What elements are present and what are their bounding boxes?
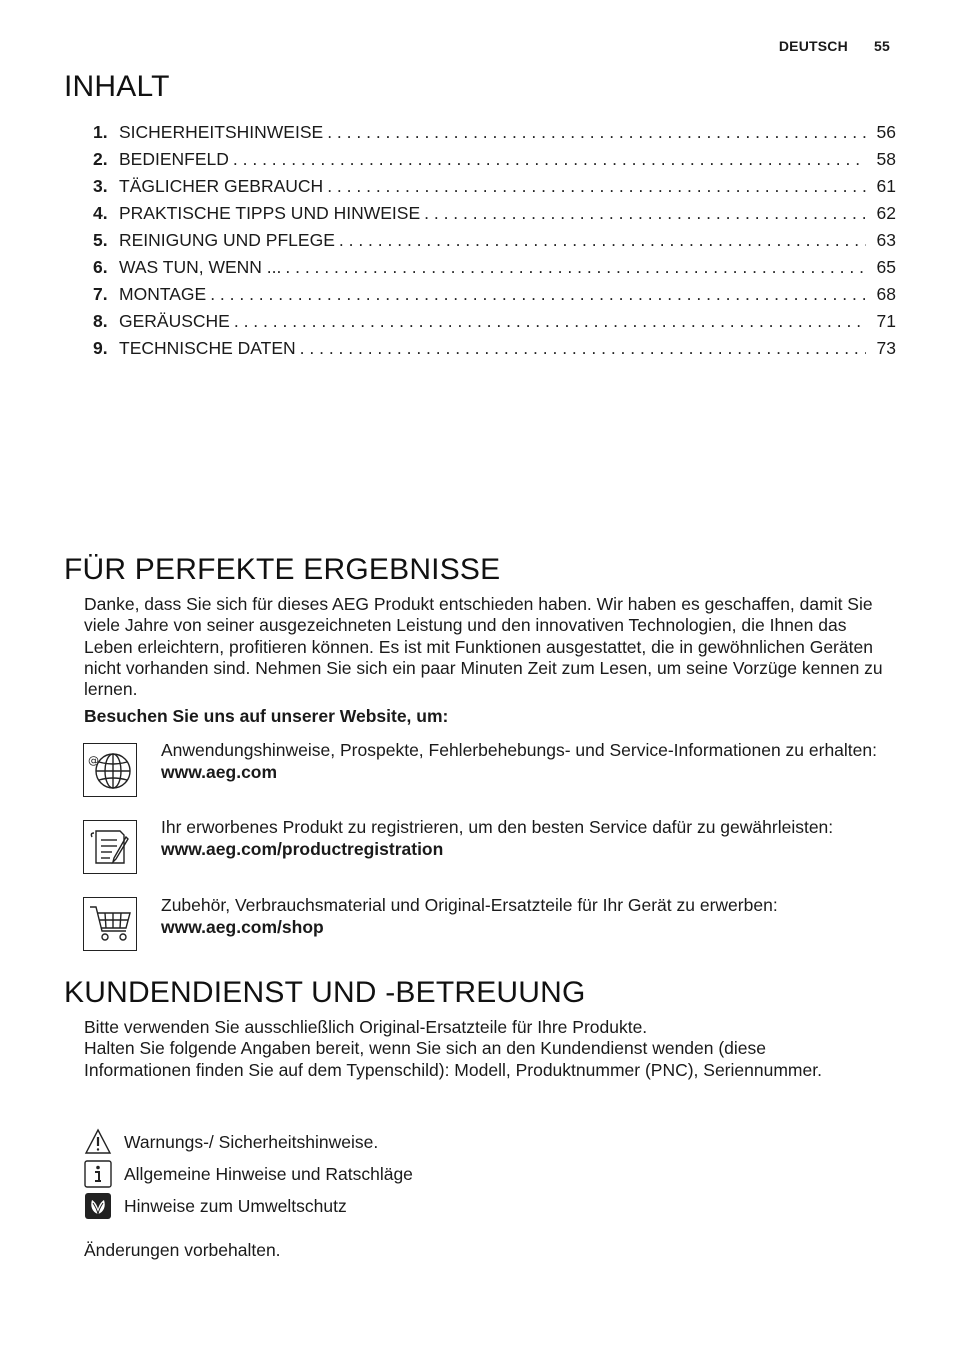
toc-item-page: 58 [876, 149, 896, 169]
toc-dot-leader [210, 284, 866, 305]
legend-item-environment [84, 1192, 347, 1220]
toc-item-page: 73 [876, 338, 896, 358]
toc-dot-leader [234, 311, 866, 332]
toc-item-title: GERÄUSCHE [119, 311, 230, 331]
visit-item-text: Zubehör, Verbrauchsmaterial und Original-Ersatzteile für Ihr Gerät zu erwerben: [161, 895, 778, 915]
toc-item-number: 7. [93, 284, 108, 304]
warning-triangle-icon [84, 1128, 112, 1156]
toc-item-page: 61 [876, 176, 896, 196]
toc-item[interactable] [93, 122, 896, 149]
toc-item-title: BEDIENFELD [119, 149, 229, 169]
changes-reserved-note: Änderungen vorbehalten. [84, 1240, 281, 1260]
toc-item-number: 5. [93, 230, 108, 250]
toc-item[interactable] [93, 311, 896, 338]
legend-item-warning [84, 1128, 378, 1156]
toc-item[interactable] [93, 284, 896, 311]
globe-at-icon [83, 743, 137, 797]
toc-item-number: 4. [93, 203, 108, 223]
toc-item-number: 2. [93, 149, 108, 169]
toc-dot-leader [424, 203, 866, 224]
toc-item-page: 71 [876, 311, 896, 331]
toc-item-title: TECHNISCHE DATEN [119, 338, 296, 358]
page-header [779, 38, 890, 54]
environment-leaf-icon [84, 1192, 112, 1220]
info-icon [84, 1160, 112, 1188]
toc-item-number: 8. [93, 311, 108, 331]
toc-dot-leader [285, 257, 866, 278]
visit-item-text: Anwendungshinweise, Prospekte, Fehlerbehebungs- und Service-Informationen zu erhalten: [161, 740, 877, 760]
product-registration-link[interactable]: www.aeg.com/productregistration [161, 838, 444, 859]
toc-dot-leader [327, 122, 866, 143]
header-language: DEUTSCH [778, 38, 848, 54]
visit-item-info [161, 740, 897, 783]
header-page-number: 55 [874, 38, 890, 54]
legend-label: Hinweise zum Umweltschutz [124, 1195, 347, 1216]
visit-item-registration [161, 817, 897, 860]
toc-item-page: 68 [876, 284, 896, 304]
toc-dot-leader [327, 176, 866, 197]
legend-label: Allgemeine Hinweise und Ratschläge [124, 1163, 413, 1184]
toc-item-number: 9. [93, 338, 108, 358]
legend-item-info [84, 1160, 413, 1188]
toc-item-title: SICHERHEITSHINWEISE [119, 122, 324, 142]
toc-item-page: 63 [876, 230, 896, 250]
toc-dot-leader [300, 338, 866, 359]
service-line-2: Halten Sie folgende Angaben bereit, wenn Sie sich an den Kundendienst wenden (diese Informationen finden Sie auf dem Typenschild): Modell, Produktnummer (PNC), Seriennummer. [84, 1038, 822, 1080]
toc-item-number: 6. [93, 257, 108, 277]
toc-dot-leader [339, 230, 866, 251]
website-link[interactable]: www.aeg.com [161, 761, 278, 782]
toc-title: INHALT [64, 70, 170, 103]
intro-paragraph: Danke, dass Sie sich für dieses AEG Produkt entschieden haben. Wir haben es geschaffen, damit Sie viele Jahre von seiner ausgezeichneten Leistung und den innovativen Technologien, die Ihnen das Leben erleichtern, profitieren können. Es ist mit Funktionen ausgestattet, die in gewöhnlichen Geräten nicht vorhanden sind. Nehmen Sie sich ein paar Minuten Zeit zum Lesen, um seine Vorzüge kennen zu lernen. [84, 594, 883, 700]
toc-item-number: 3. [93, 176, 108, 196]
toc-item[interactable] [93, 257, 896, 284]
service-paragraph [84, 1017, 896, 1081]
service-line-1: Bitte verwenden Sie ausschließlich Original-Ersatzteile für Ihre Produkte. [84, 1017, 648, 1037]
toc-item-title: REINIGUNG UND PFLEGE [119, 230, 335, 250]
toc-item-title: MONTAGE [119, 284, 207, 304]
visit-heading: Besuchen Sie uns auf unserer Website, um: [84, 706, 449, 726]
section-title-customer-service: KUNDENDIENST UND -BETREUUNG [64, 976, 586, 1009]
toc-item-title: PRAKTISCHE TIPPS UND HINWEISE [119, 203, 421, 223]
toc-item-page: 62 [876, 203, 896, 223]
toc-item-number: 1. [93, 122, 108, 142]
toc-item-title: TÄGLICHER GEBRAUCH [119, 176, 324, 196]
toc-item-page: 56 [876, 122, 896, 142]
svg-text:@: @ [88, 754, 99, 767]
section-title-perfect-results: FÜR PERFEKTE ERGEBNISSE [64, 553, 501, 586]
toc-item[interactable] [93, 176, 896, 203]
visit-item-text: Ihr erworbenes Produkt zu registrieren, um den besten Service dafür zu gewährleisten: [161, 817, 834, 837]
registration-form-icon [83, 820, 137, 874]
toc-item[interactable] [93, 149, 896, 176]
toc-item[interactable] [93, 230, 896, 257]
toc-item[interactable] [93, 338, 896, 365]
toc-item-page: 65 [876, 257, 896, 277]
table-of-contents [93, 122, 896, 365]
toc-item[interactable] [93, 203, 896, 230]
shopping-cart-icon [83, 897, 137, 951]
visit-item-shop [161, 895, 897, 938]
toc-dot-leader [233, 149, 866, 170]
legend-label: Warnungs-/ Sicherheitshinweise. [124, 1131, 379, 1152]
toc-item-title: WAS TUN, WENN ... [119, 257, 282, 277]
shop-link[interactable]: www.aeg.com/shop [161, 916, 324, 937]
